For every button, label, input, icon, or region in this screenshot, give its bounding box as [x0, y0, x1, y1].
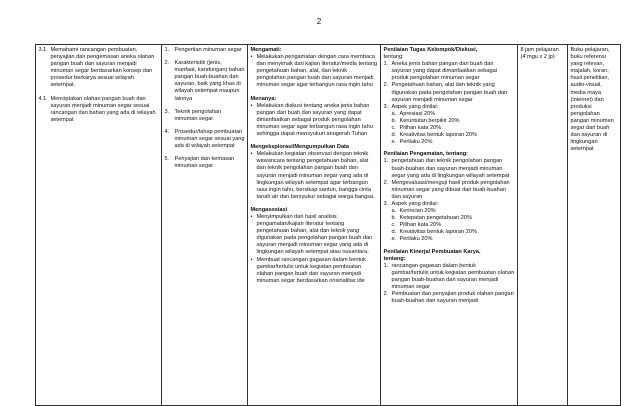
activity-heading: Menanya: [250, 95, 277, 102]
material-text: Pengertian minuman segar [174, 47, 242, 53]
activity-bullet [251, 214, 378, 257]
aspect-letter: b. [391, 215, 397, 222]
aspect-text: Kreativitas bentuk laporan 20% [399, 229, 477, 236]
item-number: 1. [383, 262, 389, 269]
aspect-item [384, 118, 515, 125]
aspect-item [384, 229, 515, 236]
activity-bullet [251, 257, 378, 285]
activity-text: Menyimpulkan dari hasil analisis pengamatan/kajian literatur tentang pengetahuan bahan, alat dan teknik yang digunakan pada pengolahan pangan buah dan sayuran menjadi minuman segar yang ada di lingkungan wilayah setempat atau nusantara. [256, 213, 373, 256]
competency-number: 3.1 [38, 47, 47, 53]
material-item [165, 109, 245, 123]
assessment-observation [384, 151, 515, 243]
activity-text: Membuat rancangan gagasan dalam bentuk gambar/tertulis untuk kegiatan pembuatan olahan pangan buah dan sayuran menjadi minuman segar berdasarkan orisinalitas ide [256, 256, 366, 284]
assessment-item [384, 104, 515, 111]
item-text: Aspek yang dinilai: [391, 200, 439, 207]
aspect-text: Pilihan kata 20% [399, 222, 442, 229]
assessment-group-task [384, 47, 515, 146]
item-text: Aspek yang dinilai: [391, 103, 439, 110]
material-item [165, 156, 245, 170]
aspect-item [384, 111, 515, 118]
item-number: 2. [383, 291, 389, 298]
assessment-item [384, 158, 515, 179]
assessment-heading: Penilaian Pengamatan, tentang: [383, 151, 469, 158]
aspect-text: Ketepatan pengetahuan 20% [399, 215, 472, 222]
activity-heading: Mengasosiasi [250, 206, 288, 213]
material-text: Karakteristik (jenis, manfaat, kandungan) bahan pangan buah-buahan dan sayuran, baik yang khas di wilayah setempat maupun lainnya [174, 60, 245, 102]
competency-item [39, 47, 159, 90]
aspect-item [384, 236, 515, 243]
learning-resources-text: Buku pelajaran, buku referensi yang relevan, majalah, koran, hasil penelitian, audio-visual, media maya (internet) dan produksi pengolahan pangan minuman segar dari buah dan sayuran di lingkungan setempat [570, 47, 614, 153]
item-text: rancangan gagasan dalam bentuk gambar/tertulis untuk kegiatan pembuatan olahan pangan buah-buahan dan sayuran menjadi minuman segar [391, 262, 515, 290]
aspect-text: Perilaku 20% [399, 139, 433, 146]
competency-text: Memahami rancangan pembuatan, penyajian dan pengemasan aneka olahan pangan buah dan sayuran menjadi minuman segar berdasarkan konsep dan prosedur berkarya sesuai wilayah setempat. [50, 47, 155, 89]
aspect-item [384, 215, 515, 222]
activity-text: Melakukan pengamatan dengan cara membaca dan menyimak dari kajian literatur/media tentang pengetahuan bahan, alat, dan teknik pengolahan pangan buah dan sayuran menjadi minuman segar agar terbangun rasa ingin tahu [256, 54, 378, 89]
material-number: 3. [164, 108, 170, 115]
assessment-performance [384, 249, 515, 306]
table-row [36, 45, 621, 406]
activity-text: Melakukan kegiatan observasi dengan teknik wawancara tentang pengetahuan bahan, alat dan teknik pengolahan pangan buah dan sayuran menjadi minuman segar yang ada di lingkungan wilayah setempat agar terbangun rasa ingin tahu, bersikap santun, bangga cinta tanah air dan bersyukur sebagai warga bangsa. [256, 151, 375, 200]
bullet-icon: • [250, 151, 253, 158]
material-cell [162, 45, 248, 406]
competency-number: 4.1 [38, 95, 47, 102]
material-text: Penyajian dan kemasan minuman segar [174, 156, 235, 170]
assessment-heading: Penilaian Tugas Kelompok/Diskusi, [383, 47, 478, 53]
material-item [165, 60, 245, 103]
learning-resources-cell [568, 45, 621, 406]
time-allocation-text: 8 jam pelajaran (4 mgu x 2 jp) [520, 47, 559, 61]
aspect-item [384, 125, 515, 132]
aspect-letter: a. [391, 110, 397, 117]
material-item [165, 47, 245, 54]
activity-bullet [251, 103, 378, 138]
aspect-letter: e. [391, 236, 397, 243]
aspect-letter: b. [391, 117, 397, 124]
aspect-item [384, 222, 515, 229]
assessment-item [384, 180, 515, 201]
item-text: Pembuatan dan penyajian produk olahan pangan buah-buahan dan sayuran menjadi [391, 291, 514, 305]
aspect-text: Perilaku 20% [399, 236, 433, 243]
competency-item [39, 96, 159, 124]
aspect-text: Apresiasi 20% [399, 110, 436, 117]
material-number: 2. [164, 60, 170, 67]
item-text: Aneka jenis bahan pangan dari buah dan sayuran yang dapat dimanfaatkan sebagai produk pengolahan minuman segar [391, 61, 497, 82]
syllabus-table [35, 44, 621, 406]
aspect-letter: e. [391, 139, 397, 146]
aspect-item [384, 139, 515, 146]
page-number: 2 [316, 17, 322, 26]
activity-block [251, 96, 378, 139]
material-text: Prosedur/tahap pembuatan minuman segar sesuai yang ada di wilayah setempat [174, 128, 245, 150]
item-number: 1. [383, 158, 389, 165]
material-number: 1. [164, 47, 170, 53]
item-number: 3. [383, 103, 389, 110]
item-number: 2. [383, 82, 389, 89]
activity-bullet [251, 151, 378, 201]
aspect-letter: c. [391, 222, 396, 229]
assessment-item [384, 82, 515, 103]
item-number: 1. [383, 61, 389, 68]
assessment-cell [381, 45, 518, 406]
aspect-text: Pilihan kata 20% [399, 125, 442, 132]
time-allocation-cell [518, 45, 568, 406]
aspect-text: Keruntutan berpikir 20% [399, 117, 460, 124]
assessment-item [384, 291, 515, 305]
activity-block [251, 207, 378, 285]
item-text: pengetahuan dan teknik pengolahan pangan buah-buahan dan sayuran menjadi minuman segar yang ada di lingkungan wilayah setempat [391, 158, 510, 179]
aspect-letter: c. [391, 125, 396, 132]
aspect-item [384, 208, 515, 215]
bullet-icon: • [250, 256, 253, 263]
assessment-item [384, 263, 515, 291]
activity-heading: Mengeksplorasi/Mengumpulkan Data [250, 144, 350, 151]
aspect-text: Kreativitas bentuk laporan 20% [399, 132, 477, 139]
activity-cell [248, 45, 381, 406]
activity-bullet [251, 54, 378, 89]
aspect-letter: a. [391, 208, 397, 215]
assessment-subheading: tentang: [383, 255, 406, 262]
material-item [165, 129, 245, 150]
bullet-icon: • [250, 54, 253, 61]
aspect-text: Kerincian 20% [399, 208, 436, 215]
aspect-letter: d. [391, 132, 397, 139]
activity-heading: Mengamati: [250, 47, 282, 53]
aspect-item [384, 132, 515, 139]
assessment-heading: Penilaian Kinerja/ Pembuatan Karya, [383, 248, 481, 255]
material-text: Teknik pengolahan minuman segar [174, 108, 222, 122]
bullet-icon: • [250, 102, 253, 109]
activity-text: Melakukan diskusi tentang aneka jenis bahan pangan dari buah dan sayuran yang dapat dimanfaatkan sebagai produk pengolahan minuman segar agar terbangun rasa ingin tahu sehingga dapat mensyukuri anugerah Tuhan [256, 102, 373, 138]
item-number: 2. [383, 179, 389, 186]
item-text: Pengetahuan bahan, alat dan teknik yang digunakan pada pengolahan pangan buah dan sayuran menjadi minuman segar [391, 82, 508, 103]
material-number: 5. [164, 156, 170, 163]
competency-text: Menciptakan olahan pangan buah dan sayuran menjadi minuman segar sesuai rancangan dan bahan yang ada di wilayah setempat [50, 95, 156, 123]
material-number: 4. [164, 128, 170, 135]
item-number: 3. [383, 200, 389, 207]
item-text: Mengevaluasi/menguji hasil produk pengolahan minuman segar yang dibuat dari buah-buahan dan sayuran [391, 179, 510, 200]
bullet-icon: • [250, 213, 253, 220]
assessment-subheading: tentang: [383, 54, 404, 61]
activity-block [251, 144, 378, 201]
assessment-item [384, 61, 515, 82]
competency-cell [36, 45, 162, 406]
assessment-item [384, 201, 515, 208]
aspect-letter: d. [391, 229, 397, 236]
activity-block [251, 47, 378, 90]
